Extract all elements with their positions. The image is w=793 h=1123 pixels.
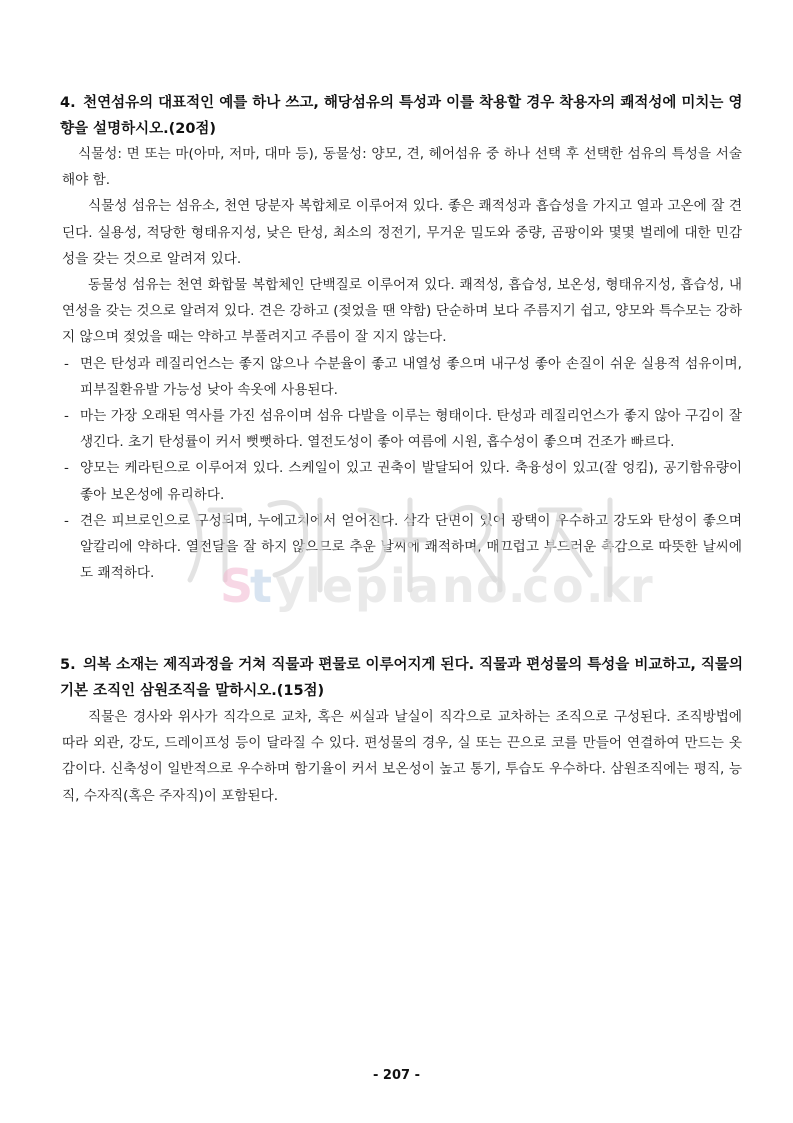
watermark-letter: e <box>322 559 354 613</box>
watermark-letter: r <box>630 559 653 613</box>
watermark-letter: . <box>586 559 604 613</box>
q4-guide-text: 식물성: 면 또는 마(아마, 저마, 대마 등), 동물성: 양모, 견, 헤어섬유 중 하나 선택 후 선택한 섬유의 특성을 서술해야 함. <box>62 146 742 189</box>
question-5-number: 5. <box>60 657 76 673</box>
list-item <box>62 508 742 587</box>
watermark-letter: o <box>552 559 584 613</box>
question-4-title: 천연섬유의 대표적인 예를 하나 쓰고, 해당섬유의 특성과 이를 착용할 경우 착용자의 쾌적성에 미치는 영향을 설명하시오.(20점) <box>60 95 743 137</box>
q4-fiber-bullet-list <box>62 351 742 587</box>
watermark-letter: n <box>442 559 475 613</box>
watermark-letter: i <box>390 559 406 613</box>
watermark-letter: t <box>250 559 272 613</box>
q5-answer-paragraph: 직물은 경사와 위사가 직각으로 교차, 혹은 씨실과 날실이 직각으로 교차하는 조직으로 구성된다. 조직방법에 따라 외관, 강도, 드레이프성 등이 달라질 수 있다. 편성물의 경우, 실 또는 끈으로 코를 만들어 연결하여 만드는 옷감이다. 신축성이 일반적으로 우수하며 함기율이 커서 보온성이 높고 통기, 투습도 우수하다. 삼원조직에는 평직, 능직, 수자직(혹은 주자직)이 포함된다. <box>62 709 742 804</box>
watermark-letter: l <box>305 559 321 613</box>
list-item <box>62 351 742 403</box>
question-5-answer <box>62 704 742 809</box>
watermark-letter: . <box>508 559 526 613</box>
bullet-text-wool: 양모는 케라틴으로 이루어져 있다. 스케일이 있고 권축이 발달되어 있다. 축융성이 있고(잘 엉킴), 공기함유량이 좋아 보온성에 유리하다. <box>80 460 742 503</box>
question-4-number: 4. <box>60 95 76 111</box>
question-4-answer <box>62 141 742 586</box>
watermark-letter: S <box>220 559 254 613</box>
watermark-letter: y <box>275 559 305 613</box>
list-item <box>62 403 742 455</box>
page-number: - 207 - <box>373 1068 420 1083</box>
q4-plant-fiber-paragraph: 식물성 섬유는 섬유소, 천연 당분자 복합체로 이루어져 있다. 좋은 쾌적성과 흡습성을 가지고 열과 고온에 잘 견딘다. 실용성, 적당한 형태유지성, 낮은 탄성, 최소의 정전기, 무거운 밀도와 중량, 곰팡이와 몇몇 벌레에 대한 민감성을 갖는 것으로 알려져 있다. <box>62 198 742 267</box>
question-5-title: 의복 소재는 제직과정을 거쳐 직물과 편물로 이루어지게 된다. 직물과 편성물의 특성을 비교하고, 직물의 기본 조직인 삼원조직을 말하시오.(15점) <box>60 657 743 699</box>
bullet-text-cotton: 면은 탄성과 레질리언스는 좋지 않으나 수분율이 좋고 내열성 좋으며 내구성 좋아 손질이 쉬운 실용적 섬유이며, 피부질환유발 가능성 낮아 속옷에 사용된다. <box>80 355 742 398</box>
bullet-text-silk: 견은 피브로인으로 구성되며, 누에고치에서 얻어진다. 삼각 단면이 있어 광택이 우수하고 강도와 탄성이 좋으며 알칼리에 약하다. 열전달을 잘 하지 않으므로 추운 날씨에 쾌적하며, 매끄럽고 부드러운 촉감으로 따뜻한 날씨에도 쾌적하다. <box>80 512 742 582</box>
watermark-letter: p <box>355 559 388 613</box>
watermark-letter: k <box>600 559 631 613</box>
bullet-marker: - <box>64 355 69 372</box>
bullet-marker: - <box>64 408 69 425</box>
question-4-heading <box>60 90 750 142</box>
question-5-heading <box>60 652 750 704</box>
q4-animal-fiber-paragraph: 동물성 섬유는 천연 화합물 복합체인 단백질로 이루어져 있다. 쾌적성, 흡습성, 보온성, 형태유지성, 흡습성, 내연성을 갖는 것으로 알려져 있다. 견은 강하고 (젖었을 땐 약함) 단순하며 보다 주름지기 쉽고, 양모와 특수모는 강하지 않으며 젖었을 때는 약하고 부풀려지고 주름이 잘 지지 않는다. <box>62 277 742 346</box>
watermark-letter: a <box>408 559 440 613</box>
bullet-marker: - <box>64 460 69 477</box>
watermark-letter: c <box>522 559 550 613</box>
bullet-marker: - <box>64 512 69 529</box>
list-item <box>62 455 742 507</box>
bullet-text-linen: 마는 가장 오래된 역사를 가진 섬유이며 섬유 다발을 이루는 형태이다. 탄성과 레질리언스가 좋지 않아 구김이 잘 생긴다. 초기 탄성률이 커서 뻣뻣하다. 열전도성이 좋아 여름에 시원, 흡수성이 좋으며 건조가 빠르다. <box>80 408 742 451</box>
watermark-letter: o <box>476 559 508 613</box>
